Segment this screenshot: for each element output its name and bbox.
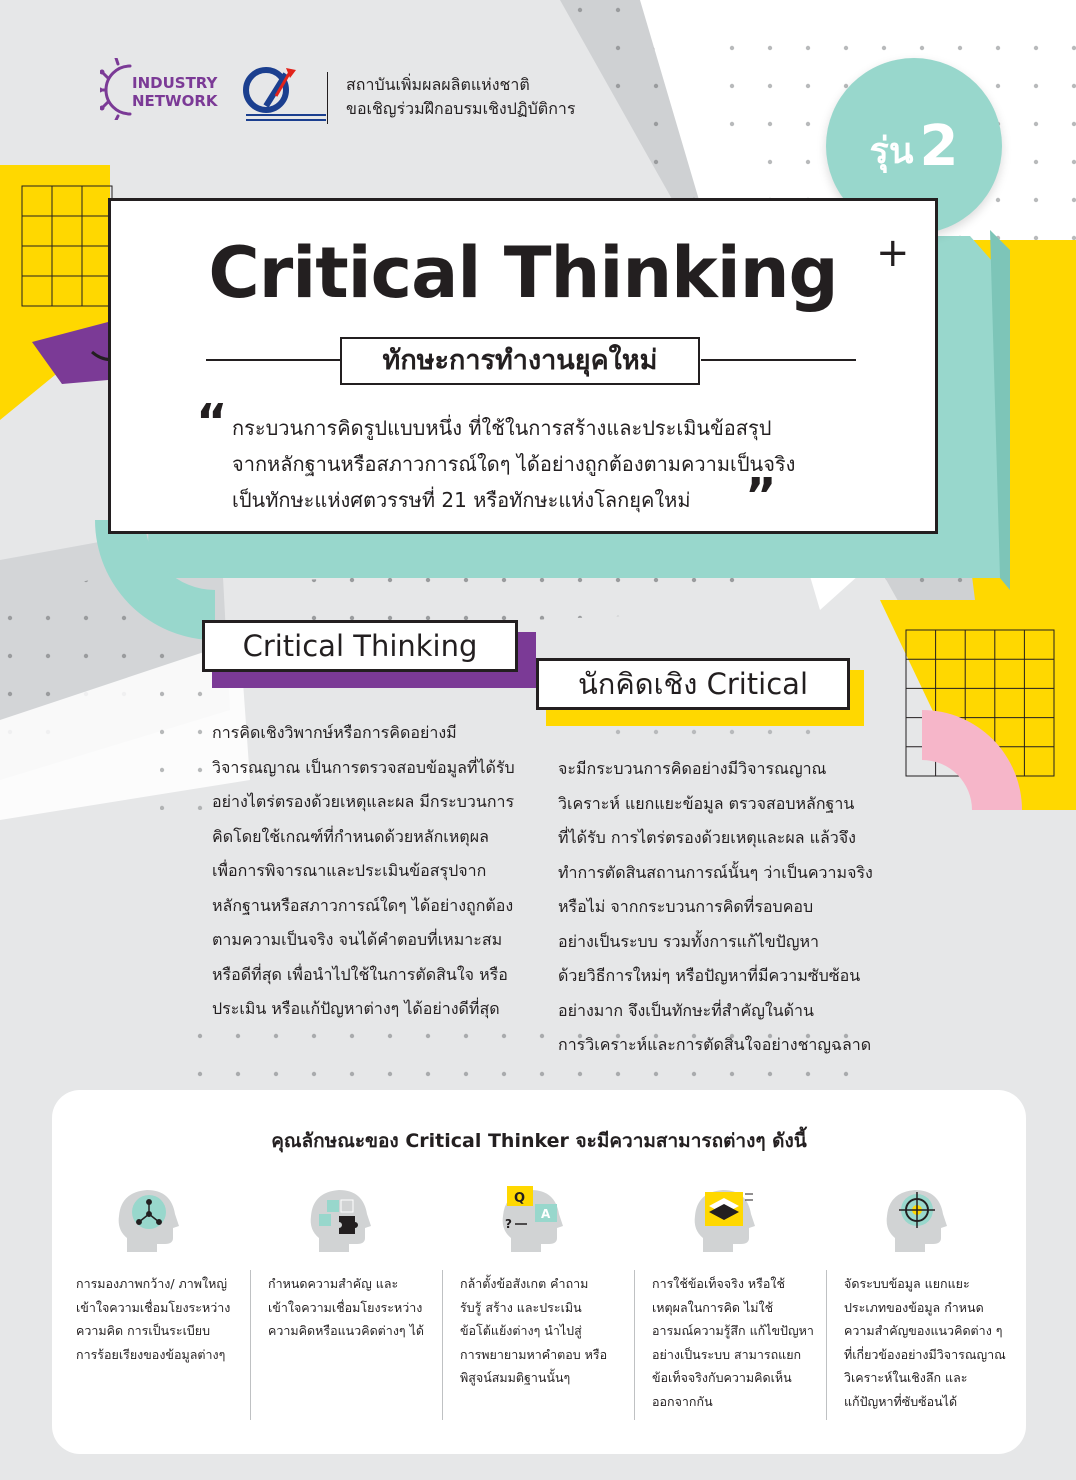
para-line: หรือไม่ จากกระบวนการคิดที่รอบคอบ (558, 897, 814, 916)
ftpi-logo (242, 62, 332, 126)
trait-line: ความสำคัญของแนวคิดต่าง ๆ (844, 1323, 1003, 1338)
para-line: คิดโดยใช้เกณฑ์ที่กำหนดด้วยหลักเหตุผล (212, 826, 489, 846)
trait-item (436, 1182, 628, 1390)
trait-line: เข้าใจความเชื่อมโยงระหว่าง (268, 1299, 423, 1315)
trait-line: จัดระบบข้อมูล แยกแยะ (844, 1276, 970, 1291)
heading-critical-thinking: Critical Thinking (202, 620, 518, 672)
trait-line: ความคิด การเป็นระเบียบ (76, 1323, 211, 1338)
trait-line: ออกจากกัน (652, 1393, 713, 1409)
para-line: อย่างมาก จึงเป็นทักษะที่สำคัญในด้าน (558, 1000, 814, 1020)
org-line-2: ขอเชิญร่วมฝึกอบรมเชิงปฏิบัติการ (346, 99, 576, 118)
open-quote-icon: “ (196, 394, 228, 450)
para-line: ที่ได้รับ การไตร่ตรองด้วยเหตุและผล แล้วจึง (558, 828, 856, 847)
trait-line: วิเคราะห์ในเชิงลึก และ (844, 1370, 968, 1385)
trait-line: รับรู้ สร้าง และประเมิน (460, 1299, 582, 1315)
trait-item (820, 1182, 1012, 1413)
org-line-1: สถาบันเพิ่มผลผลิตแห่งชาติ (346, 75, 530, 94)
trait-line: พิสูจน์สมมติฐานนั้นๆ (460, 1370, 571, 1385)
trait-text (244, 1272, 436, 1343)
trait-text (628, 1272, 820, 1413)
trait-line: การมองภาพกว้าง/ ภาพใหญ่ (76, 1276, 228, 1291)
trait-line: การร้อยเรียงของข้อมูลต่างๆ (76, 1346, 226, 1362)
para-line: ทำการตัดสินสถานการณ์นั้นๆ ว่าเป็นความจริง (558, 862, 873, 882)
close-quote-icon: ” (745, 468, 777, 524)
trait-line: การพยายามหาคำตอบ หรือ (460, 1346, 608, 1362)
para-line: อย่างไตร่ตรองด้วยเหตุและผล มีกระบวนการ (212, 792, 515, 811)
head-qa-icon (497, 1182, 567, 1262)
head-layers-icon (689, 1182, 759, 1262)
trait-line: ที่เกี่ยวข้องอย่างมีวิจารณญาณ (844, 1346, 1006, 1362)
head-target-icon (881, 1182, 951, 1262)
trait-line: แก้ปัญหาที่ซับซ้อนได้ (844, 1393, 958, 1409)
para-line: อย่างเป็นระบบ รวมทั้งการแก้ไขปัญหา (558, 931, 819, 951)
trait-line: กล้าตั้งข้อสังเกต คำถาม (460, 1276, 589, 1291)
para-line: วิจารณญาณ เป็นการตรวจสอบข้อมูลที่ได้รับ (212, 757, 515, 777)
para-line: ประเมิน หรือแก้ปัญหาต่างๆ ได้อย่างดีที่สุด (212, 999, 500, 1018)
trait-line: อารมณ์ความรู้สึก แก้ไขปัญหา (652, 1323, 814, 1338)
para-line: เพื่อการพิจารณาและประเมินข้อสรุปจาก (212, 861, 487, 880)
para-line: ตามความเป็นจริง จนได้คำตอบที่เหมาะสม (212, 930, 503, 949)
q-label: Q (514, 1191, 526, 1206)
plus-icon: + (876, 230, 910, 276)
trait-line: การใช้ข้อเท็จจริง หรือใช้ (652, 1276, 785, 1291)
subtitle: ทักษะการทำงานยุคใหม่ (340, 337, 700, 385)
head-puzzle-icon (305, 1182, 375, 1262)
trait-line: ข้อเท็จจริงกับความคิดเห็น (652, 1370, 792, 1385)
svg-text:?: ? (505, 1217, 512, 1231)
para-line: หรือดีที่สุด เพื่อนำไปใช้ในการตัดสินใจ หรือ (212, 964, 508, 984)
traits-title: คุณลักษณะของ Critical Thinker จะมีความสามารถต่างๆ ดังนี้ (271, 1130, 807, 1152)
para-line: วิเคราะห์ แยกแยะข้อมูล ตรวจสอบหลักฐาน (558, 793, 855, 813)
trait-text (52, 1272, 244, 1366)
subtitle-rule-left (206, 359, 341, 361)
para-line: การคิดเชิงวิพากษ์หรือการคิดอย่างมี (212, 723, 457, 742)
trait-item (52, 1182, 244, 1366)
trait-line: ประเภทของข้อมูล กำหนด (844, 1299, 984, 1315)
quote-line: จากหลักฐานหรือสภาวการณ์ใดๆ ได้อย่างถูกต้องตามความเป็นจริง (232, 452, 796, 476)
heading-critical-thinker: นักคิดเชิง Critical (536, 658, 850, 710)
head-network-icon (113, 1182, 183, 1262)
industry-network-logo (100, 58, 225, 120)
round-label: รุ่น (869, 130, 914, 172)
organization-text (346, 73, 575, 121)
quote-line: เป็นทักษะแห่งศตวรรษที่ 21 หรือทักษะแห่งโลกยุคใหม่ (232, 488, 691, 512)
paragraph-critical-thinking (212, 716, 528, 1027)
a-label: A (541, 1207, 551, 1221)
paragraph-critical-thinker (558, 752, 874, 1063)
trait-item (628, 1182, 820, 1413)
trait-line: เข้าใจความเชื่อมโยงระหว่าง (76, 1299, 231, 1315)
round-number: 2 (919, 113, 959, 179)
subtitle-rule-right (701, 359, 856, 361)
header-divider (327, 72, 328, 124)
quote-line: กระบวนการคิดรูปแบบหนึ่ง ที่ใช้ในการสร้างและประเมินข้อสรุป (232, 416, 772, 440)
trait-item (244, 1182, 436, 1343)
main-quote (232, 410, 882, 518)
para-line: จะมีกระบวนการคิดอย่างมีวิจารณญาณ (558, 759, 827, 778)
para-line: ด้วยวิธีการใหม่ๆ หรือปัญหาที่มีความซับซ้อน (558, 966, 861, 985)
trait-line: ความคิดหรือแนวคิดต่างๆ ได้ (268, 1323, 425, 1338)
trait-line: เหตุผลในการคิด ไม่ใช้ (652, 1299, 774, 1315)
trait-text (820, 1272, 1012, 1413)
trait-line: ข้อโต้แย้งต่างๆ นำไปสู่ (460, 1323, 582, 1338)
para-line: การวิเคราะห์และการตัดสินใจอย่างชาญฉลาด (558, 1035, 872, 1054)
trait-line: กำหนดความสำคัญ และ (268, 1276, 399, 1291)
logo-industry-text: INDUSTRY (132, 74, 218, 92)
page-title: Critical Thinking (208, 232, 838, 314)
trait-line: อย่างเป็นระบบ สามารถแยก (652, 1346, 802, 1362)
para-line: หลักฐานหรือสภาวการณ์ใดๆ ได้อย่างถูกต้อง (212, 895, 514, 915)
logo-network-text: NETWORK (132, 92, 218, 110)
trait-text (436, 1272, 628, 1390)
